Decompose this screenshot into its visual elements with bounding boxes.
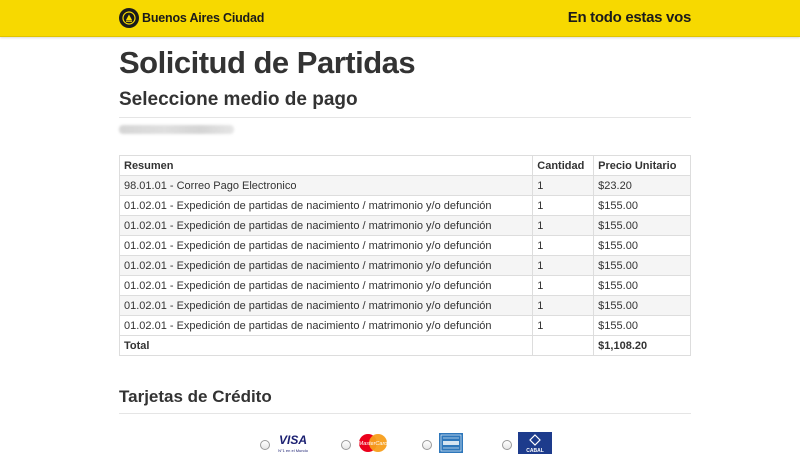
mastercard-wordmark: MasterCard bbox=[358, 440, 388, 447]
cell-resumen: 01.02.01 - Expedición de partidas de nacimiento / matrimonio y/o defunción bbox=[120, 276, 533, 296]
cell-cantidad: 1 bbox=[533, 196, 594, 216]
divider bbox=[119, 413, 691, 414]
city-emblem-icon bbox=[119, 8, 139, 28]
cell-precio: $155.00 bbox=[594, 296, 691, 316]
cell-resumen: 98.01.01 - Correo Pago Electronico bbox=[120, 176, 533, 196]
column-header-precio: Precio Unitario bbox=[594, 156, 691, 176]
column-header-cantidad: Cantidad bbox=[533, 156, 594, 176]
card-option-amex[interactable] bbox=[422, 432, 465, 458]
cabal-logo-icon bbox=[517, 431, 553, 460]
brand-name: Buenos Aires Ciudad bbox=[142, 11, 265, 25]
cell-precio: $155.00 bbox=[594, 276, 691, 296]
table-row bbox=[120, 256, 691, 276]
page-subtitle: Seleccione medio de pago bbox=[119, 89, 358, 110]
cell-cantidad: 1 bbox=[533, 296, 594, 316]
cell-resumen: 01.02.01 - Expedición de partidas de nacimiento / matrimonio y/o defunción bbox=[120, 236, 533, 256]
main-content bbox=[119, 37, 691, 414]
amex-logo-icon bbox=[437, 432, 465, 459]
total-label: Total bbox=[120, 336, 533, 356]
visa-radio[interactable] bbox=[260, 440, 270, 450]
table-header-row bbox=[120, 156, 691, 176]
total-precio: $1,108.20 bbox=[594, 336, 691, 356]
divider bbox=[119, 117, 691, 118]
header-tagline: En todo estas vos bbox=[567, 9, 691, 26]
card-options bbox=[0, 432, 800, 462]
redacted-text bbox=[119, 125, 234, 134]
credit-cards-section-title: Tarjetas de Crédito bbox=[119, 387, 272, 406]
cabal-wordmark: CABAL bbox=[526, 447, 544, 454]
table-row bbox=[120, 236, 691, 256]
mastercard-radio[interactable] bbox=[341, 440, 351, 450]
cell-precio: $155.00 bbox=[594, 196, 691, 216]
cell-resumen: 01.02.01 - Expedición de partidas de nacimiento / matrimonio y/o defunción bbox=[120, 296, 533, 316]
cell-cantidad: 1 bbox=[533, 256, 594, 276]
cell-precio: $155.00 bbox=[594, 316, 691, 336]
mastercard-logo-icon bbox=[356, 432, 390, 459]
card-option-mastercard[interactable] bbox=[341, 432, 390, 458]
cabal-radio[interactable] bbox=[502, 440, 512, 450]
card-option-visa[interactable] bbox=[260, 432, 311, 458]
cell-resumen: 01.02.01 - Expedición de partidas de nacimiento / matrimonio y/o defunción bbox=[120, 256, 533, 276]
page-title: Solicitud de Partidas bbox=[119, 45, 416, 80]
visa-wordmark: VISA bbox=[278, 432, 308, 447]
cell-cantidad: 1 bbox=[533, 276, 594, 296]
table-row bbox=[120, 176, 691, 196]
table-row bbox=[120, 316, 691, 336]
cell-cantidad: 1 bbox=[533, 316, 594, 336]
cell-resumen: 01.02.01 - Expedición de partidas de nacimiento / matrimonio y/o defunción bbox=[120, 196, 533, 216]
table-total-row bbox=[120, 336, 691, 356]
cell-cantidad: 1 bbox=[533, 216, 594, 236]
visa-logo-icon bbox=[275, 432, 311, 459]
table-row bbox=[120, 196, 691, 216]
cell-precio: $23.20 bbox=[594, 176, 691, 196]
visa-subtext: N°1 en el Mundo bbox=[278, 447, 308, 453]
table-row bbox=[120, 216, 691, 236]
table-row bbox=[120, 296, 691, 316]
order-summary-table bbox=[119, 155, 691, 356]
brand-link[interactable] bbox=[119, 7, 264, 29]
column-header-resumen: Resumen bbox=[120, 156, 533, 176]
cell-cantidad: 1 bbox=[533, 176, 594, 196]
top-navbar bbox=[0, 0, 800, 37]
cell-precio: $155.00 bbox=[594, 256, 691, 276]
table-row bbox=[120, 276, 691, 296]
cell-resumen: 01.02.01 - Expedición de partidas de nacimiento / matrimonio y/o defunción bbox=[120, 316, 533, 336]
cell-precio: $155.00 bbox=[594, 216, 691, 236]
cell-precio: $155.00 bbox=[594, 236, 691, 256]
amex-radio[interactable] bbox=[422, 440, 432, 450]
card-option-cabal[interactable] bbox=[502, 432, 553, 458]
total-cantidad bbox=[533, 336, 594, 356]
cell-cantidad: 1 bbox=[533, 236, 594, 256]
cell-resumen: 01.02.01 - Expedición de partidas de nacimiento / matrimonio y/o defunción bbox=[120, 216, 533, 236]
